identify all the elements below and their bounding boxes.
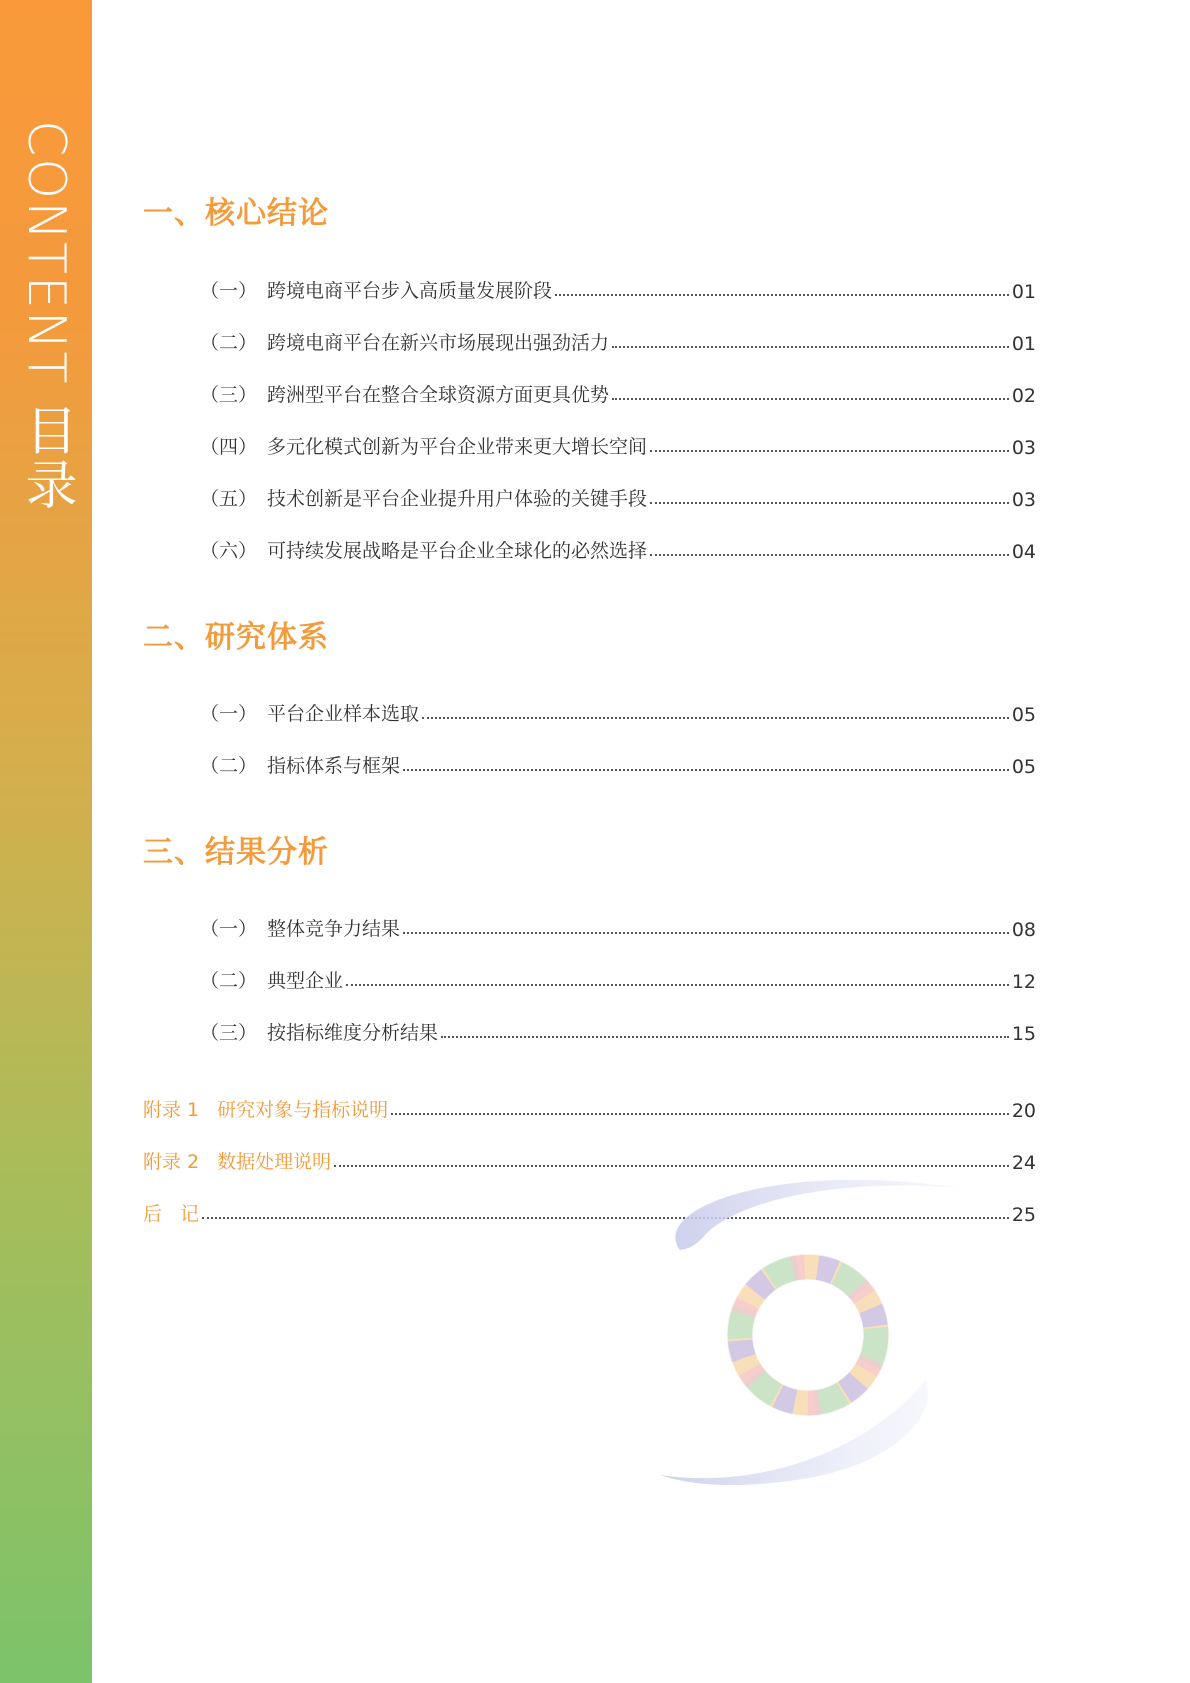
- appendix-row[interactable]: [143, 1094, 1036, 1122]
- sidebar-title: CONTENT 目录: [16, 120, 76, 512]
- appendix-page: 25: [1011, 1204, 1036, 1226]
- toc-row[interactable]: [200, 379, 1036, 407]
- toc-row[interactable]: [200, 1017, 1036, 1045]
- dot-leader: [422, 716, 1009, 719]
- toc-page: 03: [1011, 437, 1036, 459]
- toc-num: （二）: [200, 970, 258, 992]
- dot-leader: [555, 293, 1009, 296]
- toc-row[interactable]: [200, 275, 1036, 303]
- toc-page: 04: [1011, 541, 1036, 563]
- toc-row[interactable]: [200, 431, 1036, 459]
- toc-row[interactable]: [200, 535, 1036, 563]
- toc-num: （三）: [200, 1022, 258, 1044]
- toc-row[interactable]: [200, 483, 1036, 511]
- appendix-page: 24: [1011, 1152, 1036, 1174]
- toc-num: （一）: [200, 280, 258, 302]
- toc-text: 技术创新是平台企业提升用户体验的关键手段: [267, 488, 648, 510]
- section-title-2: 二、研究体系: [143, 620, 329, 655]
- dot-leader: [346, 983, 1009, 986]
- dot-leader: [334, 1164, 1009, 1167]
- dot-leader: [612, 345, 1009, 348]
- toc-text: 平台企业样本选取: [267, 703, 420, 725]
- dot-leader: [391, 1112, 1009, 1115]
- toc-text: 整体竞争力结果: [267, 918, 401, 940]
- toc-row[interactable]: [200, 327, 1036, 355]
- dot-leader: [403, 768, 1009, 771]
- toc-row[interactable]: [200, 913, 1036, 941]
- toc-row[interactable]: [200, 698, 1036, 726]
- toc-page: 02: [1011, 385, 1036, 407]
- toc-text: 跨境电商平台在新兴市场展现出强劲活力: [267, 332, 610, 354]
- toc-row[interactable]: [200, 750, 1036, 778]
- appendix-num: 后: [143, 1203, 163, 1225]
- appendix-text: 记: [180, 1203, 200, 1225]
- toc-page: 01: [1011, 333, 1036, 355]
- decorative-logo: [640, 1170, 960, 1500]
- appendix-text: 数据处理说明: [217, 1151, 332, 1173]
- toc-text: 跨境电商平台步入高质量发展阶段: [267, 280, 553, 302]
- appendix-num: 附录 2: [143, 1151, 200, 1173]
- appendix-num: 附录 1: [143, 1099, 200, 1121]
- toc-text: 指标体系与框架: [267, 755, 401, 777]
- toc-num: （一）: [200, 703, 258, 725]
- toc-page: 05: [1011, 756, 1036, 778]
- toc-page: 15: [1011, 1023, 1036, 1045]
- ring-emblem: [727, 1254, 889, 1416]
- toc-page: 12: [1011, 971, 1036, 993]
- toc-num: （二）: [200, 755, 258, 777]
- appendix-page: 20: [1011, 1100, 1036, 1122]
- appendix-text: 研究对象与指标说明: [217, 1099, 389, 1121]
- toc-page: 01: [1011, 281, 1036, 303]
- toc-num: （二）: [200, 332, 258, 354]
- toc-text: 按指标维度分析结果: [267, 1022, 439, 1044]
- section-title-3: 三、结果分析: [143, 835, 329, 870]
- toc-page: 03: [1011, 489, 1036, 511]
- dot-leader: [650, 501, 1009, 504]
- dot-leader: [650, 553, 1009, 556]
- dot-leader: [612, 397, 1009, 400]
- sidebar: [0, 0, 92, 1683]
- toc-text: 跨洲型平台在整合全球资源方面更具优势: [267, 384, 610, 406]
- toc-num: （四）: [200, 436, 258, 458]
- toc-page: 08: [1011, 919, 1036, 941]
- section-title-1: 一、核心结论: [143, 196, 329, 231]
- toc-text: 多元化模式创新为平台企业带来更大增长空间: [267, 436, 648, 458]
- toc-num: （一）: [200, 918, 258, 940]
- toc-num: （六）: [200, 540, 258, 562]
- swoosh-top: [675, 1180, 960, 1250]
- toc-text: 典型企业: [267, 970, 344, 992]
- dot-leader: [441, 1035, 1009, 1038]
- toc-page: 05: [1011, 704, 1036, 726]
- toc-text: 可持续发展战略是平台企业全球化的必然选择: [267, 540, 648, 562]
- toc-num: （五）: [200, 488, 258, 510]
- toc-row[interactable]: [200, 965, 1036, 993]
- dot-leader: [650, 449, 1009, 452]
- dot-leader: [403, 931, 1009, 934]
- toc-num: （三）: [200, 384, 258, 406]
